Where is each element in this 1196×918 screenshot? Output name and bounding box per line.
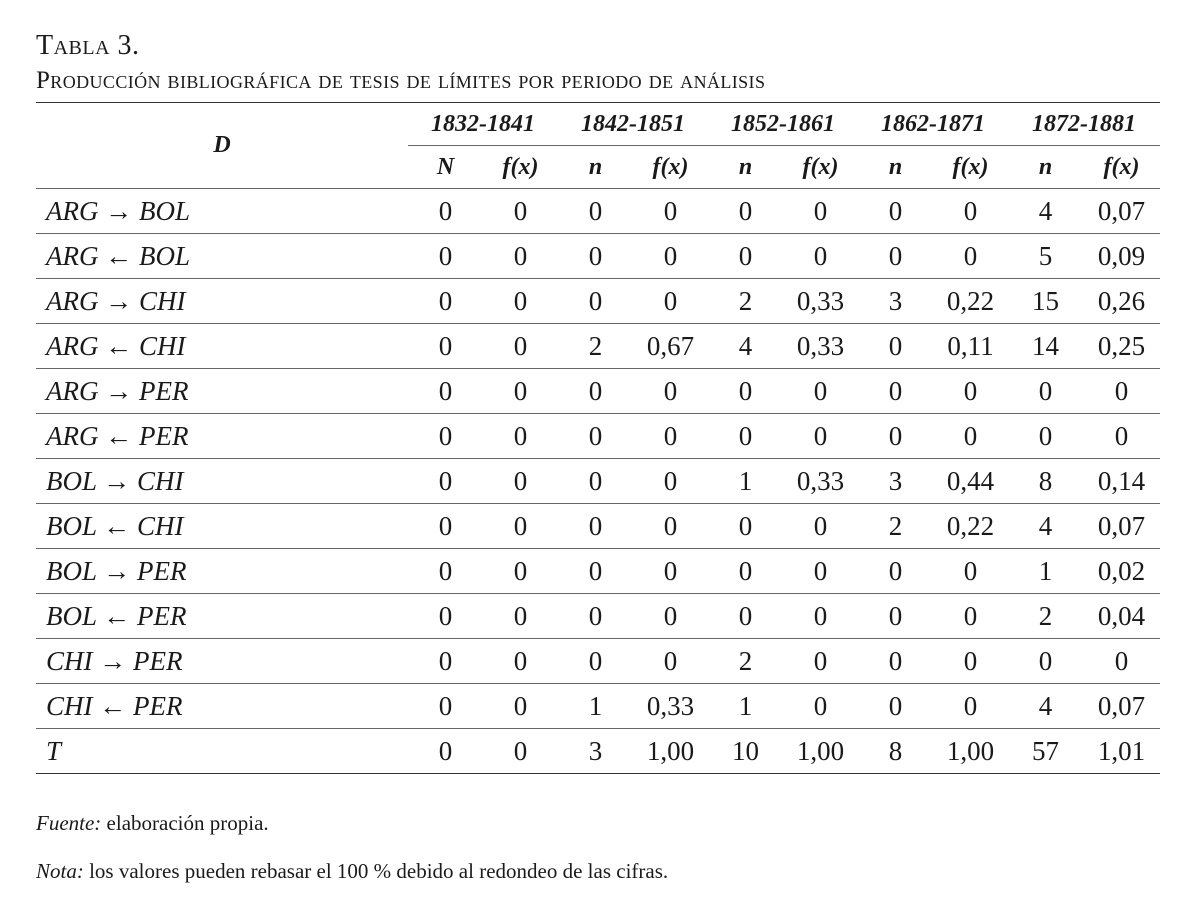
- table-body: [36, 189, 1160, 774]
- table-cell: 0: [783, 504, 858, 549]
- table-cell: 3: [558, 729, 633, 774]
- table-cell: 0: [858, 639, 933, 684]
- table-cell: 0,33: [633, 684, 708, 729]
- table-cell: 0: [558, 639, 633, 684]
- row-label: CHI → PER: [36, 639, 408, 684]
- table-row: [36, 279, 1160, 324]
- table-cell: 0: [483, 189, 558, 234]
- row-label: BOL ← PER: [36, 594, 408, 639]
- table-cell: 0: [708, 189, 783, 234]
- table-cell: 0: [858, 324, 933, 369]
- table-cell: 0: [558, 414, 633, 459]
- table-cell: 0: [933, 369, 1008, 414]
- period-header: 1852-1861: [708, 103, 858, 146]
- table-cell: 1,00: [633, 729, 708, 774]
- table-cell: 0: [1008, 369, 1083, 414]
- table-cell: 1,00: [933, 729, 1008, 774]
- table-cell: 0: [858, 549, 933, 594]
- table-cell: 57: [1008, 729, 1083, 774]
- row-label: ARG → PER: [36, 369, 408, 414]
- table-cell: 0,11: [933, 324, 1008, 369]
- table-cell: 0: [633, 189, 708, 234]
- table-cell: 1: [1008, 549, 1083, 594]
- table-cell: 0,22: [933, 279, 1008, 324]
- table-cell: 0: [933, 684, 1008, 729]
- table-cell: 0: [783, 684, 858, 729]
- table-cell: 0: [933, 594, 1008, 639]
- table-cell: 0: [483, 684, 558, 729]
- table-cell: 0: [708, 414, 783, 459]
- table-title: Producción bibliográfica de tesis de límites por periodo de análisis: [36, 67, 766, 94]
- table-cell: 10: [708, 729, 783, 774]
- table-cell: 0: [708, 549, 783, 594]
- table-row: [36, 549, 1160, 594]
- row-label: ARG → BOL: [36, 189, 408, 234]
- subheader-cell: f(x): [633, 146, 708, 189]
- table-cell: 0: [408, 324, 483, 369]
- subheader-cell: f(x): [783, 146, 858, 189]
- table-cell: 0: [408, 369, 483, 414]
- table-cell: 0: [408, 189, 483, 234]
- table-row: [36, 234, 1160, 279]
- source-label: Fuente:: [36, 811, 102, 835]
- table-cell: 0: [858, 234, 933, 279]
- table-row: [36, 639, 1160, 684]
- table-cell: 0: [633, 279, 708, 324]
- table-cell: 3: [858, 459, 933, 504]
- table-cell: 0: [483, 504, 558, 549]
- table-cell: 8: [858, 729, 933, 774]
- table-cell: 0,44: [933, 459, 1008, 504]
- table-cell: 0: [933, 234, 1008, 279]
- table-cell: 0: [858, 684, 933, 729]
- table-cell: 2: [1008, 594, 1083, 639]
- table-cell: 0: [408, 234, 483, 279]
- table-row: [36, 324, 1160, 369]
- table-cell: 4: [708, 324, 783, 369]
- table-cell: 0,04: [1083, 594, 1160, 639]
- table-cell: 0: [633, 234, 708, 279]
- table-row: [36, 729, 1160, 774]
- subheader-cell: f(x): [933, 146, 1008, 189]
- table-cell: 0,02: [1083, 549, 1160, 594]
- subheader-cell: n: [1008, 146, 1083, 189]
- table-cell: 0,07: [1083, 504, 1160, 549]
- table-cell: 0: [783, 414, 858, 459]
- table-cell: 0: [558, 369, 633, 414]
- table-cell: 0: [408, 504, 483, 549]
- table-cell: 0: [708, 369, 783, 414]
- table-cell: 4: [1008, 189, 1083, 234]
- period-header-row: [36, 103, 1160, 146]
- row-label: BOL → CHI: [36, 459, 408, 504]
- table-cell: 0,22: [933, 504, 1008, 549]
- table-cell: 0: [558, 234, 633, 279]
- table-cell: 0,67: [633, 324, 708, 369]
- table-cell: 0,26: [1083, 279, 1160, 324]
- table-row: [36, 459, 1160, 504]
- table-cell: 0: [408, 684, 483, 729]
- table-cell: 15: [1008, 279, 1083, 324]
- table-cell: 0: [783, 594, 858, 639]
- source-note: [36, 810, 1160, 836]
- table-cell: 0: [633, 369, 708, 414]
- table-cell: 2: [858, 504, 933, 549]
- table-row: [36, 504, 1160, 549]
- table-cell: 0: [483, 369, 558, 414]
- table-cell: 0: [483, 549, 558, 594]
- table-cell: 0: [858, 189, 933, 234]
- table-cell: 0,33: [783, 459, 858, 504]
- table-cell: 0: [408, 279, 483, 324]
- table-cell: 0: [558, 594, 633, 639]
- table-cell: 0: [1008, 414, 1083, 459]
- table-cell: 1: [558, 684, 633, 729]
- dimension-header: D: [36, 103, 408, 189]
- table-cell: 0: [408, 639, 483, 684]
- table-cell: 14: [1008, 324, 1083, 369]
- table-notes: [36, 810, 1160, 884]
- table-cell: 0,14: [1083, 459, 1160, 504]
- table-label: Tabla 3.: [36, 30, 140, 61]
- table-cell: 0: [708, 504, 783, 549]
- table-cell: 0: [483, 639, 558, 684]
- table-cell: 0: [783, 549, 858, 594]
- table-cell: 0,07: [1083, 189, 1160, 234]
- table-row: [36, 594, 1160, 639]
- table-cell: 0,25: [1083, 324, 1160, 369]
- period-header: 1842-1851: [558, 103, 708, 146]
- row-label: ARG ← PER: [36, 414, 408, 459]
- table-cell: 3: [858, 279, 933, 324]
- table-cell: 0: [783, 369, 858, 414]
- table-cell: 0: [1083, 639, 1160, 684]
- table-cell: 0: [558, 504, 633, 549]
- row-label: ARG → CHI: [36, 279, 408, 324]
- row-label: ARG ← BOL: [36, 234, 408, 279]
- table-row: [36, 369, 1160, 414]
- row-label: T: [36, 729, 408, 774]
- table-cell: 0: [1083, 369, 1160, 414]
- period-header: 1832-1841: [408, 103, 558, 146]
- table-cell: 0: [633, 549, 708, 594]
- table-cell: 0: [558, 549, 633, 594]
- table-cell: 0: [783, 189, 858, 234]
- table-cell: 0: [483, 594, 558, 639]
- table-cell: 0,07: [1083, 684, 1160, 729]
- table-cell: 0: [483, 279, 558, 324]
- rounding-note: [36, 858, 1160, 884]
- row-label: CHI ← PER: [36, 684, 408, 729]
- table-cell: 0: [933, 189, 1008, 234]
- table-cell: 0,33: [783, 324, 858, 369]
- row-label: BOL → PER: [36, 549, 408, 594]
- table-cell: 0: [558, 459, 633, 504]
- table-cell: 0: [483, 729, 558, 774]
- table-cell: 0: [708, 234, 783, 279]
- table-cell: 0: [1083, 414, 1160, 459]
- table-cell: 0,33: [783, 279, 858, 324]
- subheader-cell: n: [858, 146, 933, 189]
- table-cell: 0: [408, 594, 483, 639]
- table-row: [36, 414, 1160, 459]
- table-cell: 0: [933, 414, 1008, 459]
- subheader-cell: f(x): [483, 146, 558, 189]
- note-label: Nota:: [36, 859, 84, 883]
- table-cell: 0: [408, 459, 483, 504]
- table-cell: 0: [708, 594, 783, 639]
- row-label: BOL ← CHI: [36, 504, 408, 549]
- table-cell: 4: [1008, 504, 1083, 549]
- table-row: [36, 684, 1160, 729]
- table-cell: 1,01: [1083, 729, 1160, 774]
- table-cell: 8: [1008, 459, 1083, 504]
- table-cell: 0: [558, 189, 633, 234]
- table-cell: 0: [483, 324, 558, 369]
- table-cell: 0: [858, 414, 933, 459]
- subheader-cell: N: [408, 146, 483, 189]
- source-text: elaboración propia.: [101, 811, 269, 835]
- document-page: [36, 28, 1160, 906]
- table-cell: 0,09: [1083, 234, 1160, 279]
- table-cell: 0: [1008, 639, 1083, 684]
- table-cell: 1: [708, 684, 783, 729]
- table-cell: 1,00: [783, 729, 858, 774]
- subheader-cell: f(x): [1083, 146, 1160, 189]
- table-cell: 0: [933, 639, 1008, 684]
- note-text: los valores pueden rebasar el 100 % debido al redondeo de las cifras.: [83, 859, 669, 883]
- table-cell: 4: [1008, 684, 1083, 729]
- table-cell: 0: [483, 414, 558, 459]
- period-header: 1872-1881: [1008, 103, 1160, 146]
- period-header: 1862-1871: [858, 103, 1008, 146]
- table-cell: 0: [933, 549, 1008, 594]
- data-table: [36, 102, 1160, 774]
- table-cell: 0: [633, 504, 708, 549]
- table-cell: 0: [633, 639, 708, 684]
- table-cell: 0: [858, 594, 933, 639]
- table-row: [36, 189, 1160, 234]
- table-cell: 2: [558, 324, 633, 369]
- table-cell: 0: [633, 594, 708, 639]
- table-cell: 0: [633, 459, 708, 504]
- table-cell: 1: [708, 459, 783, 504]
- row-label: ARG ← CHI: [36, 324, 408, 369]
- table-cell: 0: [783, 639, 858, 684]
- table-cell: 5: [1008, 234, 1083, 279]
- subheader-cell: n: [708, 146, 783, 189]
- table-cell: 2: [708, 639, 783, 684]
- table-cell: 0: [858, 369, 933, 414]
- table-cell: 0: [408, 414, 483, 459]
- table-cell: 0: [783, 234, 858, 279]
- table-cell: 0: [558, 279, 633, 324]
- table-cell: 0: [408, 549, 483, 594]
- table-cell: 2: [708, 279, 783, 324]
- table-cell: 0: [408, 729, 483, 774]
- subheader-cell: n: [558, 146, 633, 189]
- table-cell: 0: [633, 414, 708, 459]
- table-cell: 0: [483, 459, 558, 504]
- table-cell: 0: [483, 234, 558, 279]
